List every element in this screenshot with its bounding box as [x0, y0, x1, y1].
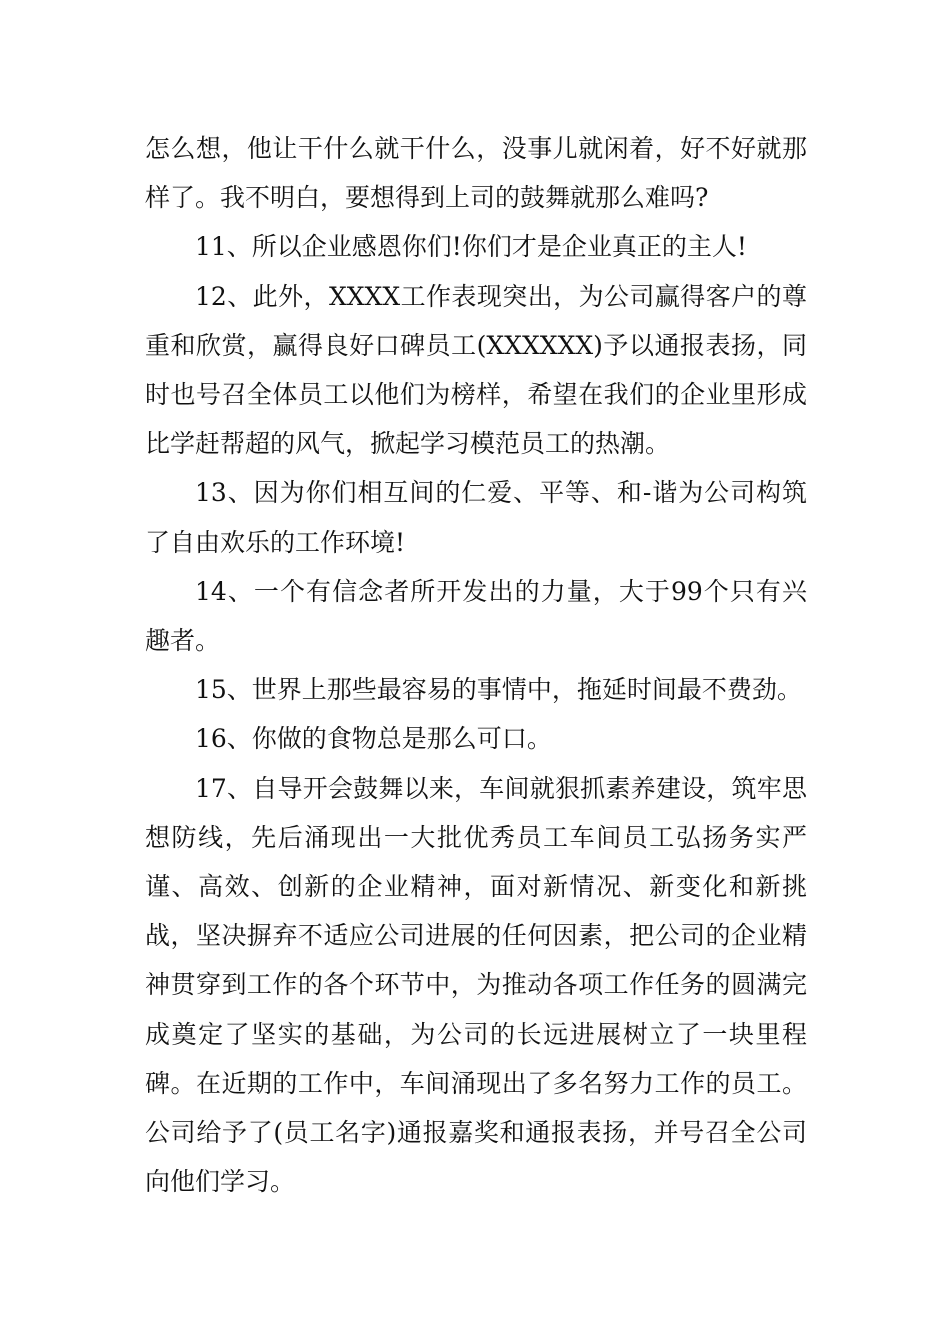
- paragraph-17: 17、自导开会鼓舞以来，车间就狠抓素养建设，筑牢思想防线，先后涌现出一大批优秀员工车间员工弘扬务实严谨、高效、创新的企业精神，面对新情况、新变化和新挑战，坚决摒弃不适应公司进展的任何因素，把公司的企业精神贯穿到工作的各个环节中，为推动各项工作任务的圆满完成奠定了坚实的基础，为公司的长远进展树立了一块里程碑。在近期的工作中，车间涌现出了多名努力工作的员工。公司给予了(员工名字)通报嘉奖和通报表扬，并号召全公司向他们学习。: [145, 773, 807, 1197]
- paragraph-11: 11、所以企业感恩你们!你们才是企业真正的主人!: [195, 232, 747, 262]
- document-body: [145, 124, 807, 1206]
- paragraph-16: 16、你做的食物总是那么可口。: [195, 724, 552, 754]
- paragraph-14: 14、一个有信念者所开发出的力量，大于99个只有兴趣者。: [145, 576, 807, 656]
- paragraph-continuation: 怎么想，他让干什么就干什么，没事儿就闲着，好不好就那样了。我不明白，要想得到上司的鼓舞就那么难吗?: [145, 134, 807, 213]
- paragraph-13: 13、因为你们相互间的仁爱、平等、和-谐为公司构筑了自由欢乐的工作环境!: [145, 478, 807, 557]
- paragraph-15: 15、世界上那些最容易的事情中，拖延时间最不费劲。: [195, 675, 802, 705]
- paragraph-12: 12、此外，XXXX工作表现突出，为公司赢得客户的尊重和欣赏，赢得良好口碑员工(XXXXXX)予以通报表扬，同时也号召全体员工以他们为榜样，希望在我们的企业里形成比学赶帮超的风气，掀起学习模范员工的热潮。: [145, 281, 807, 459]
